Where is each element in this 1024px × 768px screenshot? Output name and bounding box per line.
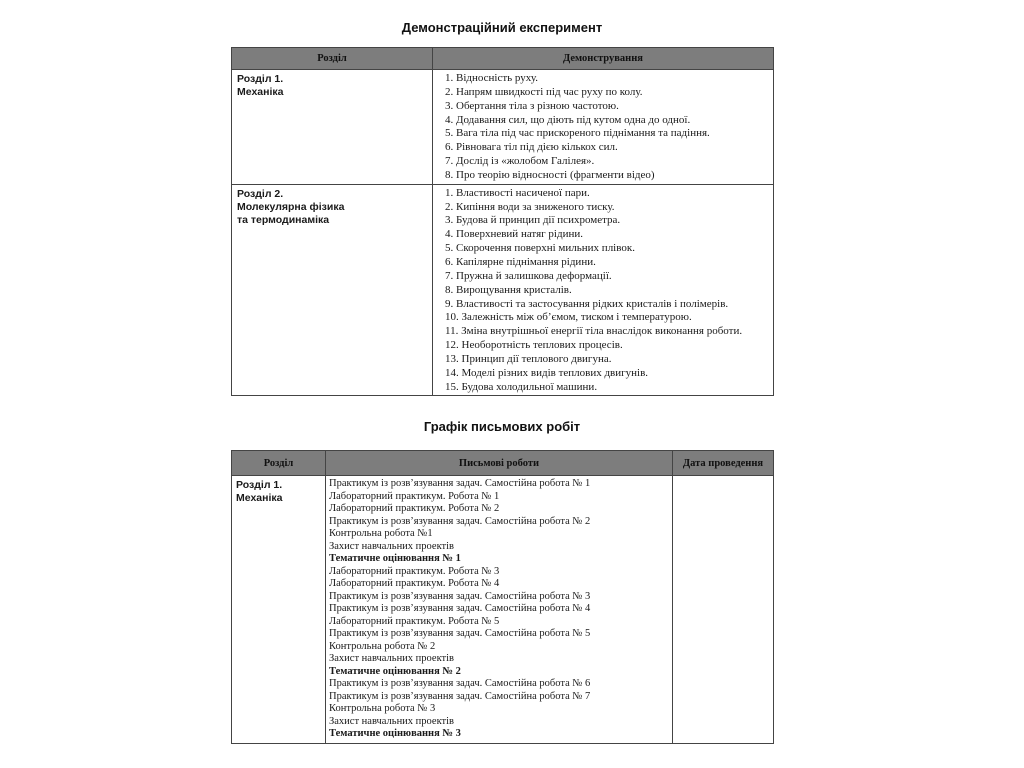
demo-item: 4. Додавання сил, що діють під кутом одна до одної.	[445, 113, 691, 126]
written-work-item: Практикум із розв’язування задач. Самостійна робота № 3	[329, 590, 591, 602]
writing-header-row	[232, 451, 774, 476]
demo-experiment-title: Демонстраційний експеримент	[401, 20, 603, 35]
demo-item: 12. Необоротність теплових процесів.	[445, 339, 623, 352]
written-work-item: Захист навчальних проектів	[329, 715, 455, 727]
demo-item: 11. Зміна внутрішньої енергії тіла внаслідок виконання роботи.	[445, 325, 743, 338]
demo-item: 1. Властивості насиченої пари.	[445, 186, 590, 199]
demo-item: 5. Скорочення поверхні мильних плівок.	[445, 242, 635, 255]
demo-item: 9. Властивості та застосування рідких кристалів і полімерів.	[445, 297, 729, 310]
demo-item: 10. Залежність між об’ємом, тиском і температурою.	[445, 311, 692, 324]
demo-item: 6. Капілярне піднімання рідини.	[445, 255, 596, 268]
written-works-title: Графік письмових робіт	[423, 419, 581, 434]
section-2-demo-list	[445, 187, 767, 395]
written-works-list	[329, 478, 668, 741]
written-work-item: Лабораторний практикум. Робота № 1	[329, 490, 500, 502]
demo-item: 3. Будова й принцип дії психрометра.	[445, 214, 621, 227]
written-work-item: Контрольна робота №1	[329, 528, 433, 539]
demo-item: 3. Обертання тіла з різною частотою.	[445, 99, 619, 112]
header-demonstration: Демонстрування	[433, 48, 774, 70]
demo-experiment-table	[231, 47, 774, 396]
written-work-item: Лабораторний практикум. Робота № 2	[329, 503, 500, 514]
demo-item: 15. Будова холодильної машини.	[445, 380, 598, 393]
demo-item: 13. Принцип дії теплового двигуна.	[445, 352, 612, 365]
demo-item: 14. Моделі різних видів теплових двигунів.	[445, 366, 649, 379]
section-1-demo-list	[445, 72, 767, 183]
written-work-item: Тематичне оцінювання № 3	[329, 728, 461, 739]
written-work-item: Контрольна робота № 3	[329, 703, 436, 714]
demo-item: 1. Відносність руху.	[445, 72, 539, 84]
written-work-item: Лабораторний практикум. Робота № 3	[329, 565, 500, 577]
written-work-item: Практикум із розв’язування задач. Самостійна робота № 1	[329, 478, 591, 489]
header-section: Розділ	[232, 48, 433, 70]
written-work-item: Захист навчальних проектів	[329, 653, 455, 664]
demo-item: 8. Про теорію відносності (фрагменти відео)	[445, 168, 655, 181]
section-2-name: Розділ 2. Молекулярна фізика та термодинаміка	[237, 187, 345, 226]
written-work-item: Практикум із розв’язування задач. Самостійна робота № 7	[329, 690, 591, 702]
written-works-table	[231, 450, 774, 744]
header-date: Дата проведення	[673, 451, 774, 476]
written-work-item: Тематичне оцінювання № 2	[329, 665, 461, 677]
demo-item: 7. Дослід із «жолобом Галілея».	[445, 155, 595, 168]
demo-item: 2. Кипіння води за зниженого тиску.	[445, 200, 615, 213]
written-work-item: Практикум із розв’язування задач. Самостійна робота № 5	[329, 628, 591, 639]
demo-item: 7. Пружна й залишкова деформації.	[445, 269, 612, 282]
demo-item: 4. Поверхневий натяг рідини.	[445, 228, 583, 241]
demo-header-row	[232, 48, 774, 70]
written-work-item: Практикум із розв’язування задач. Самостійна робота № 4	[329, 603, 591, 614]
written-work-item: Захист навчальних проектів	[329, 540, 455, 552]
writing-section-1-name: Розділ 1. Механіка	[236, 479, 283, 504]
demo-item: 5. Вага тіла під час прискореного піднімання та падіння.	[445, 127, 710, 140]
demo-item: 2. Напрям швидкості під час руху по колу.	[445, 85, 643, 98]
header-section: Розділ	[232, 451, 326, 476]
date-cell	[673, 476, 774, 744]
demo-item: 6. Рівновага тіл під дією кількох сил.	[445, 141, 618, 154]
written-work-item: Лабораторний практикум. Робота № 4	[329, 578, 500, 589]
written-work-item: Тематичне оцінювання № 1	[329, 553, 461, 564]
section-1-name: Розділ 1. Механіка	[237, 73, 284, 98]
demo-item: 8. Вирощування кристалів.	[445, 283, 572, 296]
written-work-item: Лабораторний практикум. Робота № 5	[329, 615, 500, 627]
header-written-works: Письмові роботи	[326, 451, 673, 476]
demo-row-section-2	[232, 184, 774, 396]
written-work-item: Практикум із розв’язування задач. Самостійна робота № 6	[329, 678, 591, 689]
writing-row-section-1	[232, 476, 774, 744]
written-work-item: Практикум із розв’язування задач. Самостійна робота № 2	[329, 515, 591, 527]
written-work-item: Контрольна робота № 2	[329, 640, 436, 652]
demo-row-section-1	[232, 70, 774, 185]
